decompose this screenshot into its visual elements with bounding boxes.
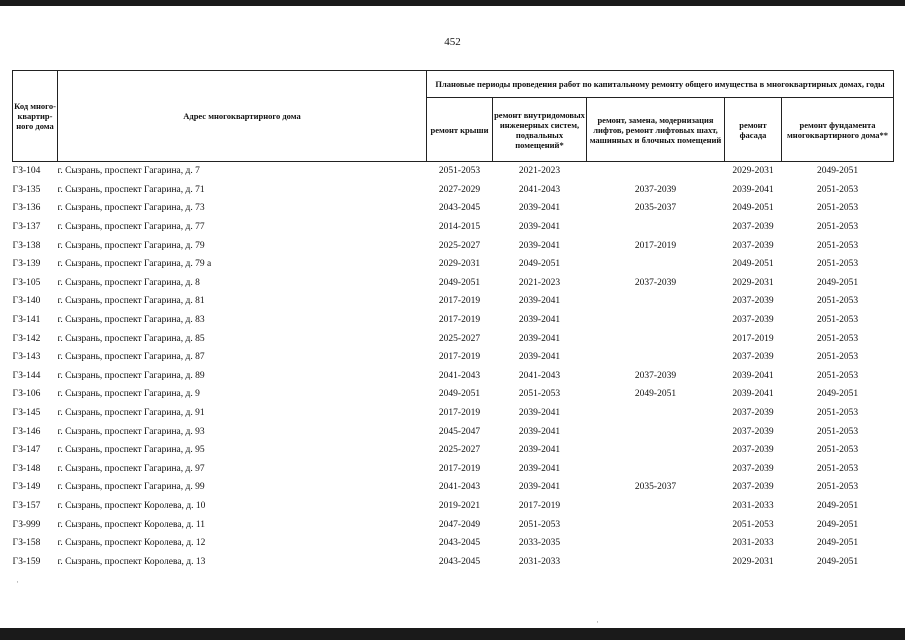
cell-address: г. Сызрань, проспект Гагарина, д. 83 bbox=[57, 315, 205, 326]
cell-roof: 2025-2027 bbox=[438, 240, 481, 251]
cell-systems: 2039-2041 bbox=[518, 408, 561, 419]
cell-lifts bbox=[587, 515, 725, 534]
cell-facade: 2051-2053 bbox=[732, 519, 774, 530]
cell-code: ГЗ-136 bbox=[12, 203, 41, 214]
table-row bbox=[13, 181, 894, 200]
cell-roof: 2047-2049 bbox=[438, 519, 481, 530]
cell-lifts: 2037-2039 bbox=[634, 277, 677, 288]
cell-foundation: 2051-2053 bbox=[816, 445, 859, 456]
header-lifts: ремонт, замена, модернизация лифтов, ремонт лифтовых шахт, машинных и блочных помещений bbox=[587, 98, 725, 162]
cell-address: г. Сызрань, проспект Гагарина, д. 89 bbox=[57, 370, 205, 381]
cell-foundation: 2051-2053 bbox=[816, 240, 859, 251]
header-foundation: ремонт фундамента многоквартирного дома** bbox=[782, 98, 894, 162]
cell-address: г. Сызрань, проспект Гагарина, д. 91 bbox=[57, 408, 205, 419]
cell-lifts bbox=[587, 311, 725, 330]
header-facade: ремонт фасада bbox=[725, 98, 782, 162]
cell-roof: 2029-2031 bbox=[438, 259, 481, 270]
cell-code: ГЗ-147 bbox=[12, 445, 41, 456]
cell-address: г. Сызрань, проспект Гагарина, д. 81 bbox=[57, 296, 205, 307]
table-row bbox=[13, 422, 894, 441]
header-systems: ремонт внутридомовых инженерных систем, подвальных помещений* bbox=[493, 98, 587, 162]
cell-systems: 2051-2053 bbox=[518, 519, 561, 530]
cell-code: ГЗ-145 bbox=[12, 408, 41, 419]
cell-roof: 2043-2045 bbox=[438, 203, 481, 214]
table-row bbox=[13, 385, 894, 404]
cell-code: ГЗ-999 bbox=[12, 519, 41, 530]
cell-foundation: 2051-2053 bbox=[816, 222, 859, 233]
cell-foundation: 2051-2053 bbox=[816, 333, 859, 344]
cell-facade: 2029-2031 bbox=[732, 556, 774, 567]
cell-systems: 2039-2041 bbox=[518, 222, 561, 233]
cell-address: г. Сызрань, проспект Гагарина, д. 87 bbox=[57, 352, 205, 363]
cell-systems: 2021-2023 bbox=[518, 277, 561, 288]
cell-lifts: 2017-2019 bbox=[634, 240, 677, 251]
cell-systems: 2031-2033 bbox=[518, 556, 561, 567]
cell-address: г. Сызрань, проспект Королева, д. 10 bbox=[57, 500, 206, 511]
header-code: Код много-квартир-ного дома bbox=[13, 71, 58, 162]
page-number: 452 bbox=[444, 36, 461, 48]
cell-systems: 2049-2051 bbox=[518, 259, 561, 270]
table-row bbox=[13, 348, 894, 367]
cell-systems: 2039-2041 bbox=[518, 482, 561, 493]
cell-roof: 2025-2027 bbox=[438, 333, 481, 344]
cell-lifts bbox=[587, 162, 725, 181]
cell-code: ГЗ-141 bbox=[12, 315, 41, 326]
cell-code: ГЗ-146 bbox=[12, 426, 41, 437]
cell-lifts bbox=[587, 552, 725, 571]
cell-address: г. Сызрань, проспект Гагарина, д. 71 bbox=[57, 184, 205, 195]
cell-address: г. Сызрань, проспект Гагарина, д. 99 bbox=[57, 482, 205, 493]
cell-lifts: 2037-2039 bbox=[634, 184, 677, 195]
cell-lifts bbox=[587, 460, 725, 479]
cell-foundation: 2051-2053 bbox=[816, 315, 859, 326]
cell-code: ГЗ-140 bbox=[12, 296, 41, 307]
scan-speck: · bbox=[596, 617, 599, 627]
cell-address: г. Сызрань, проспект Королева, д. 12 bbox=[57, 538, 206, 549]
table-row bbox=[13, 199, 894, 218]
cell-roof: 2025-2027 bbox=[438, 445, 481, 456]
cell-facade: 2037-2039 bbox=[732, 445, 774, 456]
cell-address: г. Сызрань, проспект Гагарина, д. 7 bbox=[57, 166, 200, 177]
cell-address: г. Сызрань, проспект Гагарина, д. 97 bbox=[57, 463, 205, 474]
cell-address: г. Сызрань, проспект Гагарина, д. 85 bbox=[57, 333, 205, 344]
cell-code: ГЗ-159 bbox=[12, 556, 41, 567]
cell-roof: 2043-2045 bbox=[438, 538, 481, 549]
table-row bbox=[13, 218, 894, 237]
cell-systems: 2039-2041 bbox=[518, 315, 561, 326]
cell-systems: 2039-2041 bbox=[518, 203, 561, 214]
cell-roof: 2041-2043 bbox=[438, 370, 481, 381]
cell-roof: 2019-2021 bbox=[438, 500, 481, 511]
cell-facade: 2029-2031 bbox=[732, 277, 774, 288]
cell-address: г. Сызрань, проспект Гагарина, д. 79 а bbox=[57, 259, 212, 270]
cell-address: г. Сызрань, проспект Гагарина, д. 8 bbox=[57, 277, 200, 288]
cell-systems: 2039-2041 bbox=[518, 445, 561, 456]
cell-lifts bbox=[587, 218, 725, 237]
table-row bbox=[13, 460, 894, 479]
cell-code: ГЗ-149 bbox=[12, 482, 41, 493]
cell-roof: 2014-2015 bbox=[438, 222, 481, 233]
cell-lifts bbox=[587, 497, 725, 516]
cell-foundation: 2049-2051 bbox=[816, 277, 859, 288]
cell-foundation: 2049-2051 bbox=[816, 538, 859, 549]
cell-roof: 2049-2051 bbox=[438, 277, 481, 288]
cell-foundation: 2049-2051 bbox=[816, 556, 859, 567]
cell-code: ГЗ-135 bbox=[12, 184, 41, 195]
table-row bbox=[13, 292, 894, 311]
cell-code: ГЗ-137 bbox=[12, 222, 41, 233]
cell-systems: 2041-2043 bbox=[518, 184, 561, 195]
cell-facade: 2037-2039 bbox=[732, 296, 774, 307]
table-row bbox=[13, 255, 894, 274]
header-periods: Плановые периоды проведения работ по капитальному ремонту общего имущества в многоквартирных домах, годы bbox=[427, 71, 894, 98]
cell-roof: 2041-2043 bbox=[438, 482, 481, 493]
cell-foundation: 2051-2053 bbox=[816, 259, 859, 270]
cell-roof: 2049-2051 bbox=[438, 389, 481, 400]
cell-code: ГЗ-104 bbox=[12, 166, 41, 177]
cell-systems: 2039-2041 bbox=[518, 240, 561, 251]
cell-facade: 2037-2039 bbox=[732, 222, 774, 233]
cell-lifts bbox=[587, 441, 725, 460]
cell-systems: 2021-2023 bbox=[518, 166, 561, 177]
cell-foundation: 2049-2051 bbox=[816, 500, 859, 511]
cell-code: ГЗ-139 bbox=[12, 259, 41, 270]
cell-lifts bbox=[587, 422, 725, 441]
cell-systems: 2039-2041 bbox=[518, 296, 561, 307]
table-row bbox=[13, 534, 894, 553]
cell-facade: 2039-2041 bbox=[732, 389, 774, 400]
cell-foundation: 2051-2053 bbox=[816, 352, 859, 363]
cell-facade: 2039-2041 bbox=[732, 370, 774, 381]
cell-code: ГЗ-143 bbox=[12, 352, 41, 363]
cell-foundation: 2051-2053 bbox=[816, 408, 859, 419]
cell-systems: 2017-2019 bbox=[518, 500, 561, 511]
table-row bbox=[13, 552, 894, 571]
cell-foundation: 2051-2053 bbox=[816, 463, 859, 474]
cell-lifts bbox=[587, 292, 725, 311]
cell-facade: 2037-2039 bbox=[732, 240, 774, 251]
cell-address: г. Сызрань, проспект Королева, д. 11 bbox=[57, 519, 206, 530]
cell-address: г. Сызрань, проспект Гагарина, д. 93 bbox=[57, 426, 205, 437]
cell-foundation: 2051-2053 bbox=[816, 203, 859, 214]
cell-facade: 2037-2039 bbox=[732, 426, 774, 437]
cell-foundation: 2051-2053 bbox=[816, 184, 859, 195]
cell-code: ГЗ-106 bbox=[12, 389, 41, 400]
table-row bbox=[13, 162, 894, 181]
cell-roof: 2017-2019 bbox=[438, 408, 481, 419]
table-row bbox=[13, 329, 894, 348]
cell-lifts bbox=[587, 404, 725, 423]
table-row bbox=[13, 274, 894, 293]
cell-systems: 2039-2041 bbox=[518, 426, 561, 437]
cell-address: г. Сызрань, проспект Королева, д. 13 bbox=[57, 556, 206, 567]
bottom-border-bar bbox=[0, 628, 905, 640]
capital-repair-table bbox=[12, 70, 894, 571]
header-roof: ремонт крыши bbox=[427, 98, 493, 162]
cell-facade: 2039-2041 bbox=[732, 184, 774, 195]
table-row bbox=[13, 367, 894, 386]
cell-address: г. Сызрань, проспект Гагарина, д. 73 bbox=[57, 203, 205, 214]
cell-lifts: 2049-2051 bbox=[634, 389, 677, 400]
cell-systems: 2051-2053 bbox=[518, 389, 561, 400]
cell-facade: 2031-2033 bbox=[732, 538, 774, 549]
cell-facade: 2037-2039 bbox=[732, 482, 774, 493]
cell-lifts bbox=[587, 534, 725, 553]
cell-lifts: 2035-2037 bbox=[634, 482, 677, 493]
table-row bbox=[13, 441, 894, 460]
cell-systems: 2039-2041 bbox=[518, 352, 561, 363]
cell-address: г. Сызрань, проспект Гагарина, д. 9 bbox=[57, 389, 200, 400]
cell-lifts bbox=[587, 255, 725, 274]
cell-facade: 2049-2051 bbox=[732, 259, 774, 270]
scan-speck: · bbox=[16, 577, 19, 587]
cell-code: ГЗ-138 bbox=[12, 240, 41, 251]
table-row bbox=[13, 478, 894, 497]
cell-roof: 2017-2019 bbox=[438, 352, 481, 363]
cell-foundation: 2049-2051 bbox=[816, 389, 859, 400]
cell-lifts bbox=[587, 348, 725, 367]
table-row bbox=[13, 497, 894, 516]
cell-systems: 2041-2043 bbox=[518, 370, 561, 381]
table-row bbox=[13, 515, 894, 534]
cell-facade: 2031-2033 bbox=[732, 500, 774, 511]
cell-foundation: 2049-2051 bbox=[816, 519, 859, 530]
table-row bbox=[13, 404, 894, 423]
top-border-bar bbox=[0, 0, 905, 6]
cell-facade: 2029-2031 bbox=[732, 166, 774, 177]
cell-code: ГЗ-157 bbox=[12, 500, 41, 511]
cell-facade: 2037-2039 bbox=[732, 315, 774, 326]
cell-address: г. Сызрань, проспект Гагарина, д. 77 bbox=[57, 222, 205, 233]
cell-foundation: 2051-2053 bbox=[816, 296, 859, 307]
cell-foundation: 2051-2053 bbox=[816, 370, 859, 381]
table-row bbox=[13, 311, 894, 330]
cell-roof: 2017-2019 bbox=[438, 296, 481, 307]
cell-code: ГЗ-148 bbox=[12, 463, 41, 474]
cell-systems: 2039-2041 bbox=[518, 463, 561, 474]
cell-roof: 2051-2053 bbox=[438, 166, 481, 177]
cell-facade: 2037-2039 bbox=[732, 352, 774, 363]
cell-roof: 2017-2019 bbox=[438, 315, 481, 326]
cell-systems: 2039-2041 bbox=[518, 333, 561, 344]
cell-roof: 2027-2029 bbox=[438, 184, 481, 195]
cell-address: г. Сызрань, проспект Гагарина, д. 79 bbox=[57, 240, 205, 251]
cell-systems: 2033-2035 bbox=[518, 538, 561, 549]
header-address: Адрес многоквартирного дома bbox=[58, 71, 427, 162]
cell-code: ГЗ-158 bbox=[12, 538, 41, 549]
cell-roof: 2017-2019 bbox=[438, 463, 481, 474]
cell-facade: 2037-2039 bbox=[732, 463, 774, 474]
cell-facade: 2017-2019 bbox=[732, 333, 774, 344]
cell-roof: 2045-2047 bbox=[438, 426, 481, 437]
cell-lifts: 2035-2037 bbox=[634, 203, 677, 214]
cell-lifts: 2037-2039 bbox=[634, 370, 677, 381]
cell-address: г. Сызрань, проспект Гагарина, д. 95 bbox=[57, 445, 205, 456]
cell-code: ГЗ-142 bbox=[12, 333, 41, 344]
cell-code: ГЗ-105 bbox=[12, 277, 41, 288]
cell-foundation: 2051-2053 bbox=[816, 482, 859, 493]
table-body bbox=[13, 162, 894, 572]
cell-lifts bbox=[587, 329, 725, 348]
cell-foundation: 2049-2051 bbox=[816, 166, 859, 177]
cell-foundation: 2051-2053 bbox=[816, 426, 859, 437]
cell-facade: 2049-2051 bbox=[732, 203, 774, 214]
table-row bbox=[13, 236, 894, 255]
cell-facade: 2037-2039 bbox=[732, 408, 774, 419]
cell-code: ГЗ-144 bbox=[12, 370, 41, 381]
cell-roof: 2043-2045 bbox=[438, 556, 481, 567]
